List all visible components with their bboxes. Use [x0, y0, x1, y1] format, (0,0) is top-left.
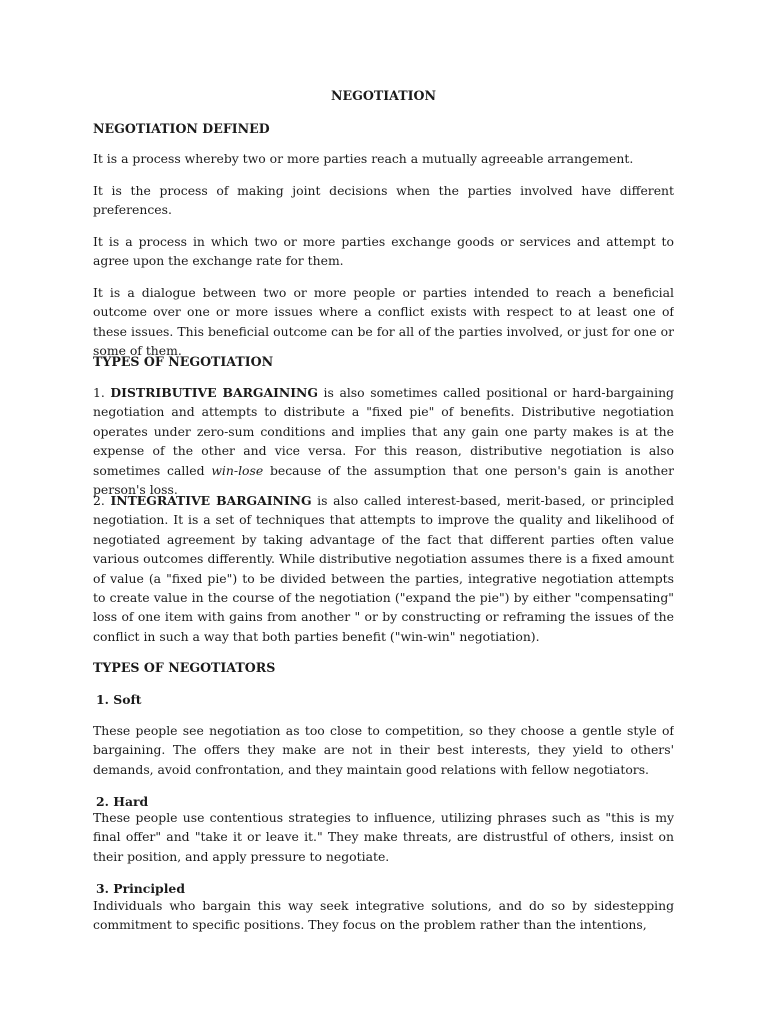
distributive-text-a: is also sometimes called positional or hard-bargaining negotiation and attempts to distribute a "fixed pie" of benefits. Distributive negotiation operates under zero-sum conditions and implies that any gain one party makes is at the expense of the other and vice versa. For this reason, distributive negotiation is also sometimes called [93, 385, 674, 478]
section-heading-types: TYPES OF NEGOTIATION [93, 354, 274, 369]
integrative-number: 2. [93, 493, 105, 508]
document-page [93, 0, 674, 1024]
soft-paragraph: These people see negotiation as too close to competition, so they choose a gentle style of bargaining. The offers they make are not in their best interests, they yield to others' demands, avoid confrontation, and they maintain good relations with fellow negotiators. [93, 723, 674, 777]
integrative-text: is also called interest-based, merit-based, or principled negotiation. It is a set of techniques that attempts to improve the quality and likelihood of negotiated agreement by taking advantage of the fact that different parties often value various outcomes differently. While distributive negotiation assumes there is a fixed amount of value (a "fixed pie") to be divided between the parties, integrative negotiation attempts to create value in the course of the negotiation ("expand the pie") by either "compensating" loss of one item with gains from another " or by constructing or reframing the issues of the conflict in such a way that both parties benefit ("win-win" negotiation). [93, 493, 674, 644]
hard-paragraph: These people use contentious strategies to influence, utilizing phrases such as "this is my final offer" and "take it or leave it." They make threats, are distrustful of others, insist on their position, and apply pressure to negotiate. [93, 810, 674, 864]
definition-paragraph-1: It is a process whereby two or more parties reach a mutually agreeable arrangement. [93, 151, 634, 166]
section-heading-defined: NEGOTIATION DEFINED [93, 121, 270, 136]
integrative-term: INTEGRATIVE BARGAINING [110, 493, 312, 508]
definition-paragraph-3: It is a process in which two or more parties exchange goods or services and attempt to agree upon the exchange rate for them. [93, 234, 674, 269]
distributive-text-b: because of the assumption that one person's gain is another person's loss. [93, 462, 674, 498]
distributive-term: DISTRIBUTIVE BARGAINING [110, 385, 318, 400]
definition-paragraph-2: It is the process of making joint decisions when the parties involved have different preferences. [93, 183, 674, 218]
hard-label: 2. Hard [96, 794, 149, 809]
principled-label: 3. Principled [96, 881, 185, 896]
integrative-paragraph [93, 491, 674, 646]
page-title: NEGOTIATION [331, 88, 436, 103]
distributive-paragraph [93, 383, 674, 499]
distributive-number: 1. [93, 385, 105, 400]
distributive-italic: win-lose [211, 462, 264, 478]
definition-paragraph-4: It is a dialogue between two or more people or parties intended to reach a beneficial outcome over one or more issues where a conflict exists with respect to at least one of these issues. This beneficial outcome can be for all of the parties involved, or just for one or some of them. [93, 285, 674, 359]
section-heading-negotiators: TYPES OF NEGOTIATORS [93, 660, 276, 675]
soft-label: 1. Soft [96, 692, 142, 707]
principled-paragraph: Individuals who bargain this way seek integrative solutions, and do so by sidestepping commitment to specific positions. They focus on the problem rather than the intentions, [93, 898, 674, 933]
